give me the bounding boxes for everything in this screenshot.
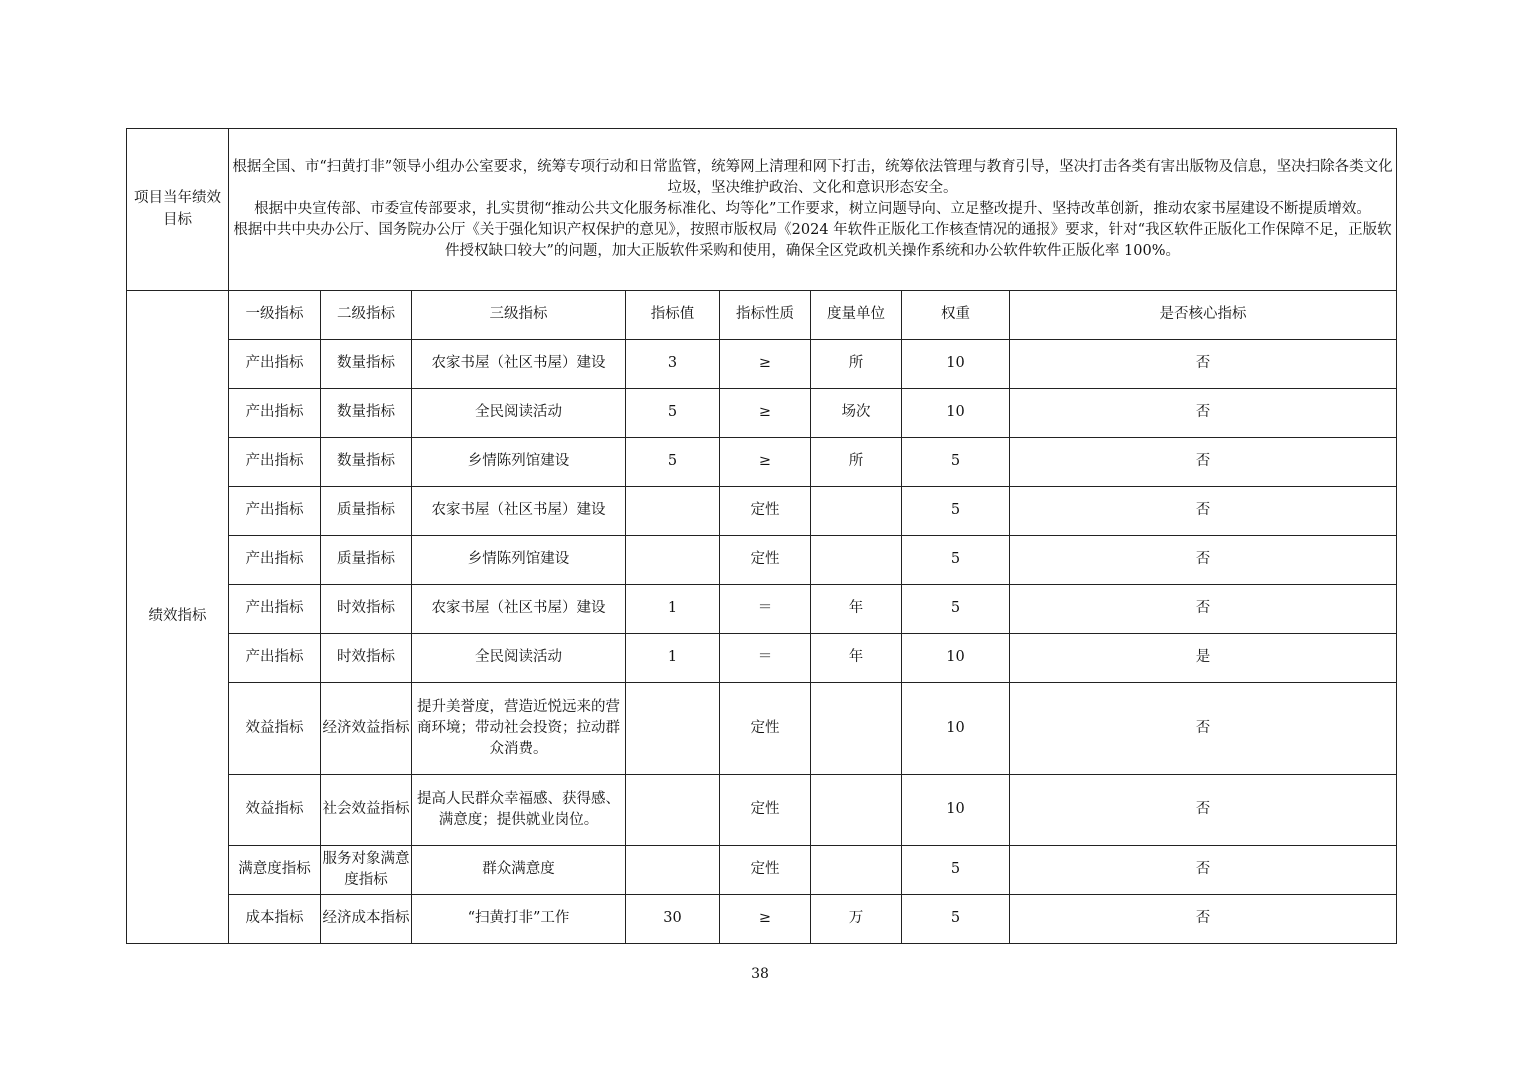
nature-cell: ＝ — [720, 585, 811, 634]
level1-cell: 效益指标 — [229, 775, 321, 846]
level2-cell: 经济效益指标 — [321, 683, 412, 775]
level2-cell: 数量指标 — [321, 389, 412, 438]
unit-cell: 所 — [811, 340, 902, 389]
level2-cell: 经济成本指标 — [321, 895, 412, 944]
nature-cell: 定性 — [720, 487, 811, 536]
nature-cell: ≥ — [720, 895, 811, 944]
unit-cell: 场次 — [811, 389, 902, 438]
weight-cell: 10 — [902, 775, 1010, 846]
core-cell: 否 — [1010, 846, 1397, 895]
weight-cell: 5 — [902, 585, 1010, 634]
nature-cell: ≥ — [720, 340, 811, 389]
table-row — [127, 634, 1397, 683]
value-cell: 1 — [626, 585, 720, 634]
goal-paragraph: 根据中央宣传部、市委宣传部要求，扎实贯彻“推动公共文化服务标准化、均等化”工作要求，树立问题导向、立足整改提升、坚持改革创新，推动农家书屋建设不断提质增效。 — [254, 200, 1371, 217]
level1-cell: 产出指标 — [229, 634, 321, 683]
goal-paragraph: 根据中共中央办公厅、国务院办公厅《关于强化知识产权保护的意见》，按照市版权局《2024 年软件正版化工作核查情况的通报》要求，针对“我区软件正版化工作保障不足，正版软件授权缺口较大”的问题，加大正版软件采购和使用，确保全区党政机关操作系统和办公软件软件正版化率 100%。 — [233, 222, 1392, 260]
level1-cell: 效益指标 — [229, 683, 321, 775]
unit-cell: 年 — [811, 585, 902, 634]
weight-cell: 5 — [902, 846, 1010, 895]
core-cell: 否 — [1010, 438, 1397, 487]
level1-cell: 产出指标 — [229, 438, 321, 487]
level1-cell: 产出指标 — [229, 389, 321, 438]
header-cell: 指标值 — [626, 291, 720, 340]
unit-cell: 所 — [811, 438, 902, 487]
unit-cell — [811, 846, 902, 895]
value-cell — [626, 487, 720, 536]
level1-cell: 产出指标 — [229, 536, 321, 585]
goal-text — [229, 129, 1397, 291]
level3-cell: 农家书屋（社区书屋）建设 — [412, 585, 626, 634]
unit-cell — [811, 683, 902, 775]
goal-label: 项目当年绩效目标 — [127, 129, 229, 291]
table-row — [127, 846, 1397, 895]
level3-cell: 农家书屋（社区书屋）建设 — [412, 340, 626, 389]
unit-cell — [811, 536, 902, 585]
level3-cell: 提高人民群众幸福感、获得感、满意度；提供就业岗位。 — [412, 775, 626, 846]
value-cell — [626, 775, 720, 846]
value-cell — [626, 536, 720, 585]
weight-cell: 10 — [902, 683, 1010, 775]
level3-cell: 提升美誉度，营造近悦远来的营商环境；带动社会投资；拉动群众消费。 — [412, 683, 626, 775]
level2-cell: 时效指标 — [321, 585, 412, 634]
value-cell: 5 — [626, 438, 720, 487]
level1-cell: 满意度指标 — [229, 846, 321, 895]
weight-cell: 10 — [902, 340, 1010, 389]
page-number: 38 — [751, 966, 769, 982]
level2-cell: 数量指标 — [321, 340, 412, 389]
header-cell: 二级指标 — [321, 291, 412, 340]
nature-cell: 定性 — [720, 683, 811, 775]
header-cell: 三级指标 — [412, 291, 626, 340]
table-row — [127, 536, 1397, 585]
weight-cell: 10 — [902, 389, 1010, 438]
weight-cell: 5 — [902, 895, 1010, 944]
nature-cell: 定性 — [720, 846, 811, 895]
level1-cell: 产出指标 — [229, 487, 321, 536]
value-cell: 1 — [626, 634, 720, 683]
level1-cell: 产出指标 — [229, 585, 321, 634]
table-row — [127, 775, 1397, 846]
header-cell: 是否核心指标 — [1010, 291, 1397, 340]
table-row — [127, 438, 1397, 487]
value-cell — [626, 846, 720, 895]
level3-cell: 群众满意度 — [412, 846, 626, 895]
value-cell: 5 — [626, 389, 720, 438]
weight-cell: 10 — [902, 634, 1010, 683]
nature-cell: 定性 — [720, 775, 811, 846]
table-row — [127, 895, 1397, 944]
level2-cell: 质量指标 — [321, 536, 412, 585]
nature-cell: 定性 — [720, 536, 811, 585]
table-row — [127, 683, 1397, 775]
table-row — [127, 585, 1397, 634]
level2-cell: 时效指标 — [321, 634, 412, 683]
nature-cell: ＝ — [720, 634, 811, 683]
core-cell: 是 — [1010, 634, 1397, 683]
core-cell: 否 — [1010, 340, 1397, 389]
header-cell: 权重 — [902, 291, 1010, 340]
level1-cell: 成本指标 — [229, 895, 321, 944]
goal-paragraph: 根据全国、市“扫黄打非”领导小组办公室要求，统筹专项行动和日常监管，统筹网上清理和网下打击，统筹依法管理与教育引导，坚决打击各类有害出版物及信息，坚决扫除各类文化垃圾，坚决维护政治、文化和意识形态安全。 — [232, 158, 1393, 196]
unit-cell — [811, 775, 902, 846]
level2-cell: 质量指标 — [321, 487, 412, 536]
indicators-label: 绩效指标 — [127, 291, 229, 944]
level2-cell: 数量指标 — [321, 438, 412, 487]
weight-cell: 5 — [902, 536, 1010, 585]
header-cell: 指标性质 — [720, 291, 811, 340]
core-cell: 否 — [1010, 585, 1397, 634]
core-cell: 否 — [1010, 536, 1397, 585]
core-cell: 否 — [1010, 487, 1397, 536]
level3-cell: “扫黄打非”工作 — [412, 895, 626, 944]
goal-row — [127, 129, 1397, 291]
level1-cell: 产出指标 — [229, 340, 321, 389]
core-cell: 否 — [1010, 775, 1397, 846]
core-cell: 否 — [1010, 683, 1397, 775]
value-cell: 3 — [626, 340, 720, 389]
level2-cell: 社会效益指标 — [321, 775, 412, 846]
level3-cell: 乡情陈列馆建设 — [412, 438, 626, 487]
performance-goal-table — [126, 128, 1397, 944]
level2-cell: 服务对象满意度指标 — [321, 846, 412, 895]
nature-cell: ≥ — [720, 438, 811, 487]
level3-cell: 乡情陈列馆建设 — [412, 536, 626, 585]
value-cell — [626, 683, 720, 775]
table-row — [127, 340, 1397, 389]
weight-cell: 5 — [902, 487, 1010, 536]
header-cell: 度量单位 — [811, 291, 902, 340]
core-cell: 否 — [1010, 895, 1397, 944]
nature-cell: ≥ — [720, 389, 811, 438]
value-cell: 30 — [626, 895, 720, 944]
weight-cell: 5 — [902, 438, 1010, 487]
level3-cell: 农家书屋（社区书屋）建设 — [412, 487, 626, 536]
unit-cell — [811, 487, 902, 536]
core-cell: 否 — [1010, 389, 1397, 438]
level3-cell: 全民阅读活动 — [412, 634, 626, 683]
level3-cell: 全民阅读活动 — [412, 389, 626, 438]
unit-cell: 年 — [811, 634, 902, 683]
table-row — [127, 389, 1397, 438]
unit-cell: 万 — [811, 895, 902, 944]
table-row — [127, 487, 1397, 536]
header-cell: 一级指标 — [229, 291, 321, 340]
indicator-header-row — [127, 291, 1397, 340]
